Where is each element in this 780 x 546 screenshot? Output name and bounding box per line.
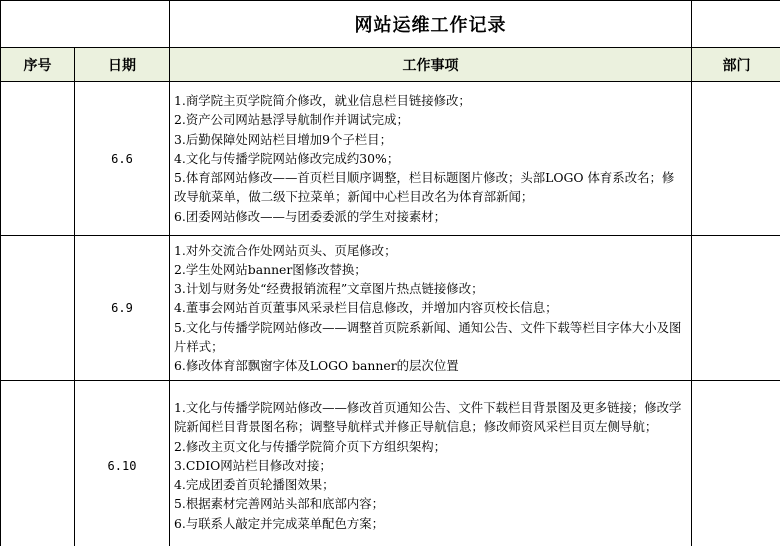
title-blank-cell-right[interactable] xyxy=(692,1,780,48)
header-row xyxy=(1,48,780,82)
header-date[interactable]: 日期 xyxy=(75,48,170,82)
work-item: 4.董事会网站首页董事风采录栏目信息修改，并增加内容页校长信息； xyxy=(174,300,558,316)
date-cell[interactable]: 6.10 xyxy=(75,381,170,546)
work-item: 1.对外交流合作处网站页头、页尾修改； xyxy=(174,242,397,258)
work-item-list xyxy=(174,398,685,532)
dept-cell[interactable] xyxy=(692,82,780,236)
date-cell[interactable]: 6.9 xyxy=(75,236,170,381)
work-item: 3.后勤保障处网站栏目增加9个子栏目； xyxy=(174,131,392,147)
work-item-list xyxy=(174,91,685,225)
work-item: 2.学生处网站banner图修改替换； xyxy=(174,261,367,277)
work-item: 2.资产公司网站悬浮导航制作并调试完成； xyxy=(174,112,409,128)
work-item: 5.根据素材完善网站头部和底部内容； xyxy=(174,496,385,512)
work-item: 2.修改主页文化与传播学院简介页下方组织架构； xyxy=(174,438,447,454)
date-cell[interactable]: 6.6 xyxy=(75,82,170,236)
table-row xyxy=(1,82,780,236)
work-item: 5.体育部网站修改——首页栏目顺序调整，栏目标题图片修改；头部LOGO 体育系改名；修改导航菜单，做二级下拉菜单；新闻中心栏目改名为体育部新闻； xyxy=(174,170,675,205)
table-row xyxy=(1,381,780,546)
header-work[interactable]: 工作事项 xyxy=(170,48,692,82)
header-dept[interactable]: 部门 xyxy=(692,48,780,82)
work-cell[interactable] xyxy=(170,82,692,236)
work-item-list xyxy=(174,241,685,375)
work-item: 3.计划与财务处“经费报销流程”文章图片热点链接修改； xyxy=(174,281,484,297)
title-blank-cell[interactable] xyxy=(1,1,170,48)
dept-cell[interactable] xyxy=(692,381,780,546)
work-cell[interactable] xyxy=(170,236,692,381)
work-cell[interactable] xyxy=(170,381,692,546)
title-row xyxy=(1,1,780,48)
work-item: 4.文化与传播学院网站修改完成约30%； xyxy=(174,150,400,166)
work-item: 3.CDIO网站栏目修改对接； xyxy=(174,457,332,473)
no-cell[interactable] xyxy=(1,381,75,546)
work-item: 1.商学院主页学院简介修改，就业信息栏目链接修改； xyxy=(174,93,471,109)
sheet-title[interactable]: 网站运维工作记录 xyxy=(170,1,692,48)
no-cell[interactable] xyxy=(1,82,75,236)
table-row xyxy=(1,236,780,381)
work-item: 6.团委网站修改——与团委委派的学生对接素材； xyxy=(174,208,447,224)
work-item: 6.与联系人敲定并完成菜单配色方案； xyxy=(174,515,385,531)
no-cell[interactable] xyxy=(1,236,75,381)
work-item: 1.文化与传播学院网站修改——修改首页通知公告、文件下载栏目背景图及更多链接；修改学院新闻栏目背景图名称；调整导航样式并修正导航信息；修改师资风采栏目页左侧导航； xyxy=(174,400,682,435)
dept-cell[interactable] xyxy=(692,236,780,381)
work-item: 4.完成团委首页轮播图效果； xyxy=(174,477,335,493)
work-item: 5.文化与传播学院网站修改——调整首页院系新闻、通知公告、文件下载等栏目字体大小及图片样式； xyxy=(174,319,682,354)
work-item: 6.修改体育部飘窗字体及LOGO banner的层次位置 xyxy=(174,358,459,373)
header-no[interactable]: 序号 xyxy=(1,48,75,82)
